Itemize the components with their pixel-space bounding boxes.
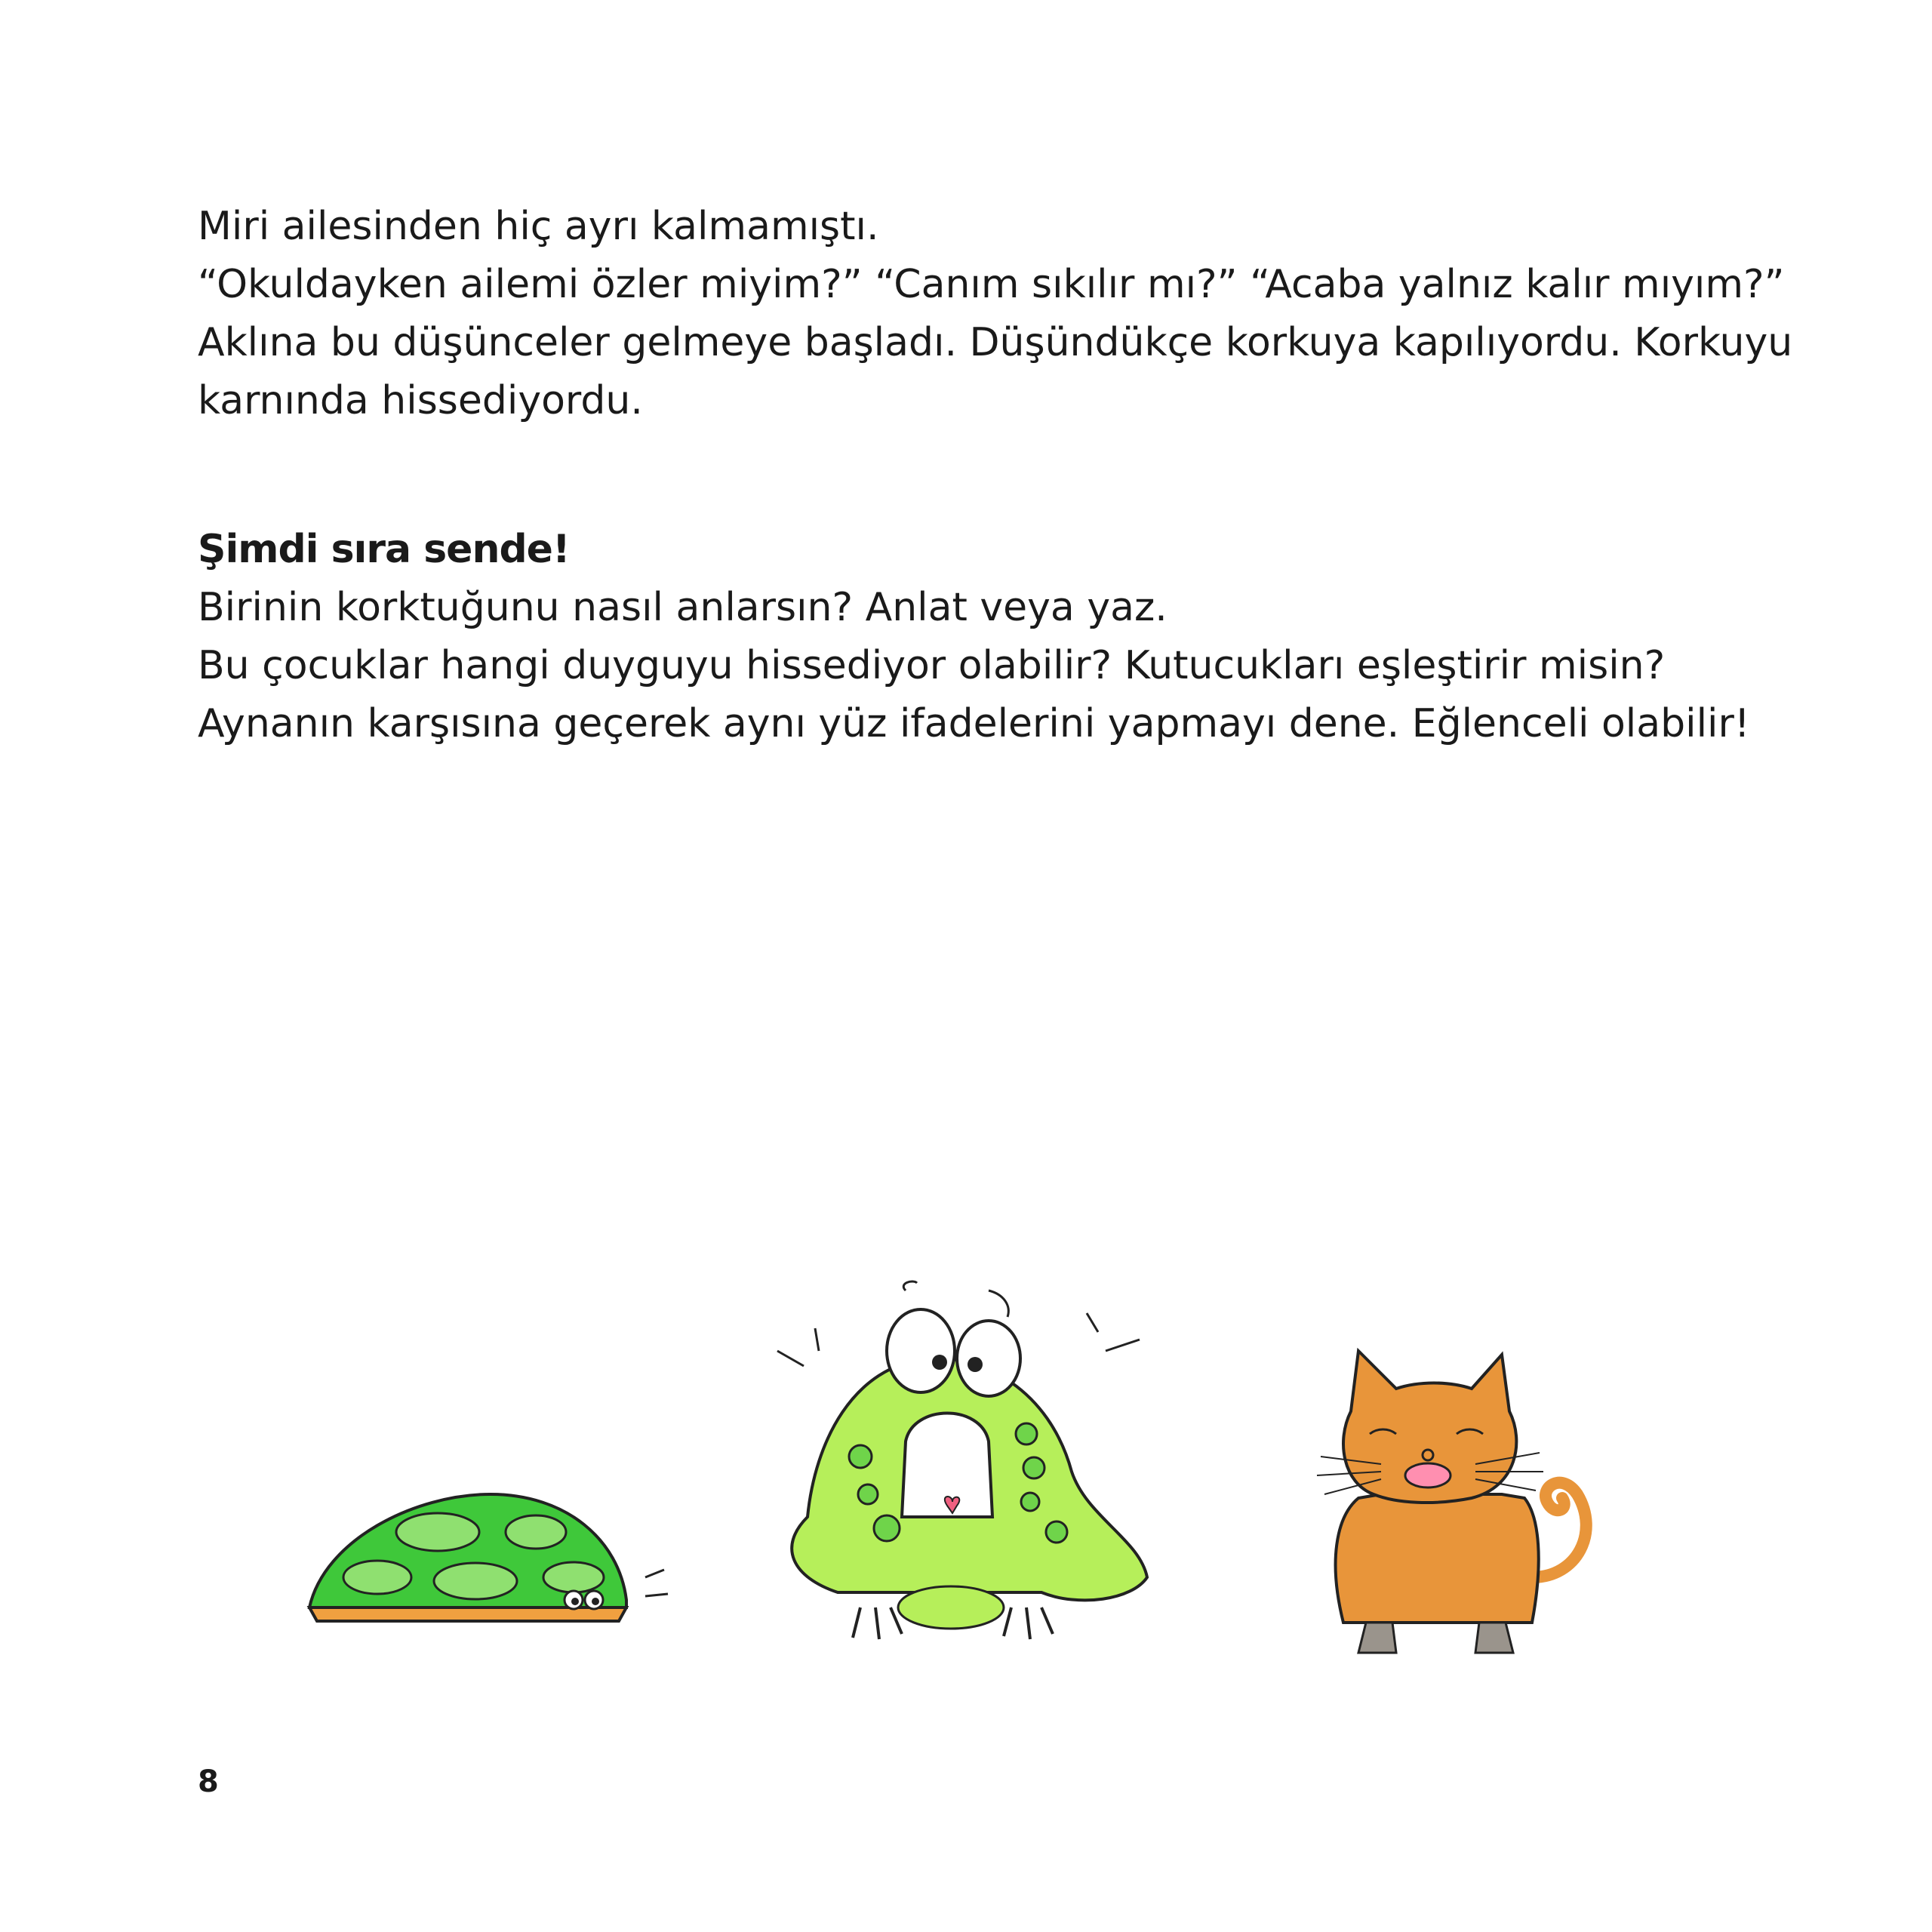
activity-heading: Şimdi sıra sende!	[198, 527, 570, 572]
story-line: karnında hissediyordu.	[198, 378, 643, 423]
story-text	[198, 198, 1793, 430]
cat-illustration	[1283, 1336, 1630, 1683]
frog-scared-illustration	[755, 1275, 1177, 1653]
page-number: 8	[198, 1764, 219, 1799]
story-line: Miri ailesinden hiç ayrı kalmamıştı.	[198, 204, 879, 249]
activity-line: Aynanın karşısına geçerek aynı yüz ifadelerini yapmayı dene. Eğlenceli olabilir!	[198, 701, 1750, 746]
activity-line: Birinin korktuğunu nasıl anlarsın? Anlat veya yaz.	[198, 585, 1168, 630]
story-line: Aklına bu düşünceler gelmeye başladı. Düşündükçe korkuya kapılıyordu. Korkuyu	[198, 320, 1793, 365]
activity-section	[198, 521, 1783, 753]
activity-line: Bu çocuklar hangi duyguyu hissediyor olabilir? Kutucukları eşleştirir misin?	[198, 643, 1666, 688]
story-line: “Okuldayken ailemi özler miyim?” “Canım sıkılır mı?” “Acaba yalnız kalır mıyım?”	[198, 262, 1785, 307]
turtle-hiding-illustration	[294, 1449, 687, 1675]
